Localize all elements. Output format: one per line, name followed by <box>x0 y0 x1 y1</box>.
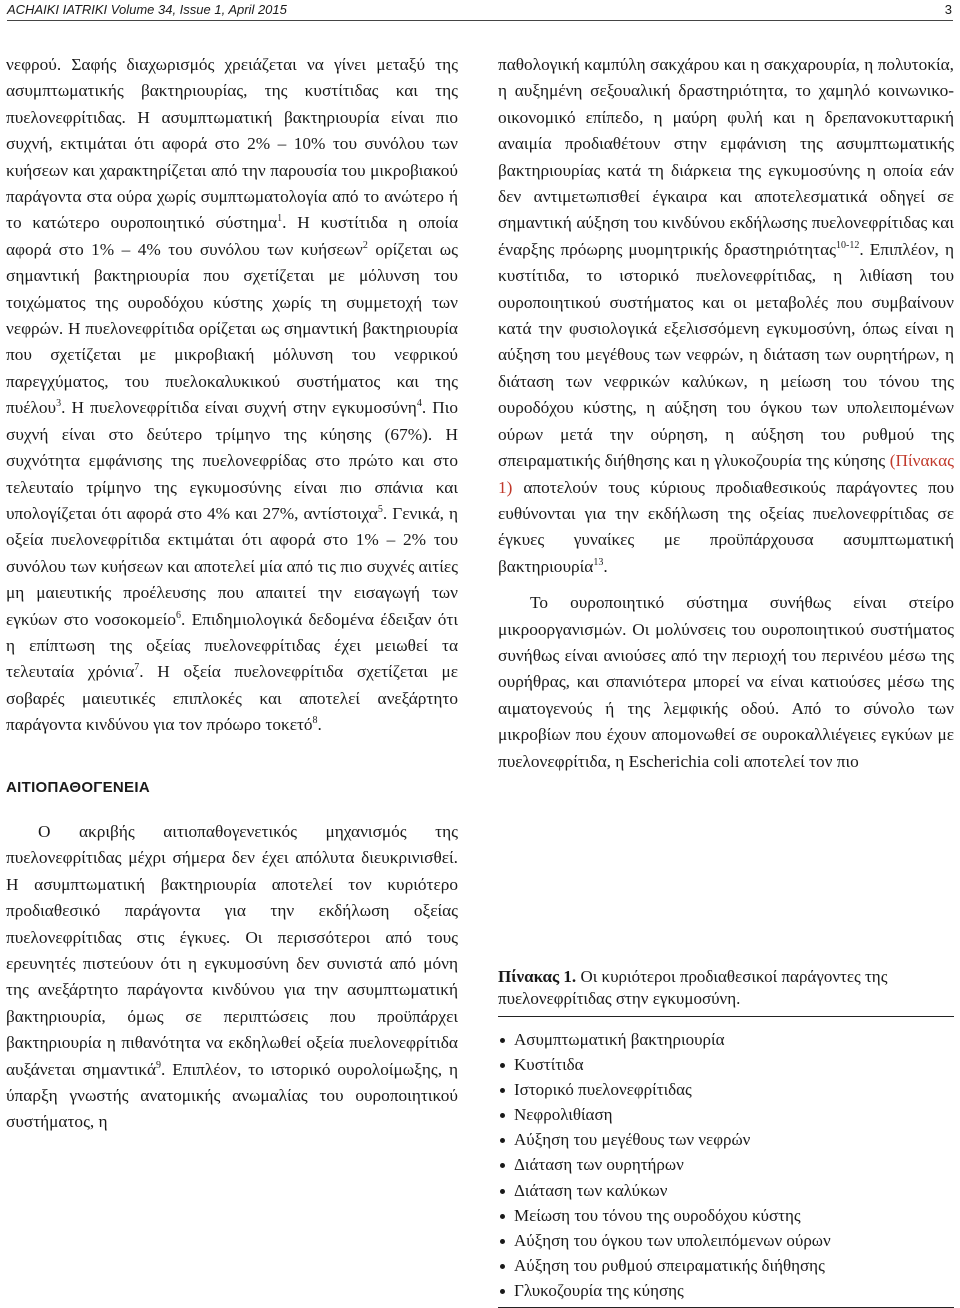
paragraph-definitions: νεφρού. Σαφής διαχωρισμός χρειάζεται να γίνει μεταξύ της ασυμπτωματικής βακτηριουρίας, της κυστίτιδας και της πυελονεφρίτιδας. Η ασυμπτωματική βακτηριουρία είναι πιο συχνή, εκτιμάται ότι αφορά στο 2% – 10% του συνόλου των κυήσεων και χαρακτηρίζεται από την παρουσία του μικροβιακού παράγοντα στα ούρα χωρίς συμπτωματολογία από το ανώτερο ή το κατώτερο ουροποιητικό σύστημα$^1$. Η κυστίτιδα η οποία αφορά στο 1% – 4% του συνόλου των κυήσεων$^2$ ορίζεται ως σημαντική βακτηριουρία που σχετίζεται με μόλυνση του τοιχώματος της ουροδόχου κύστης χωρίς τη συμμετοχή των νεφρών. Η πυελονεφρίτιδα ορίζεται ως σημαντική βακτηριουρία που σχετίζεται με μικροβιακή μόλυνση του νεφρικού παρεγχύματος, του πυελοκαλυκικού συστήματος και της πυέλου$^3$. Η πυελονεφρίτιδα είναι συχνή στην εγκυμοσύνη$^4$. Πιο συχνή είναι στο δεύτερο τρίμηνο της κύησης (67%). Η συχνότητα εμφάνισης της πυελονεφρίδας στο πρώτο και στο τελευταίο τρίμηνο της εγκυμοσύνης είναι πιο σπάνια και υπολογίζεται ότι αφορά στο 4% και 27%, αντίστοιχα$^5$. Γενικά, η οξεία πυελονεφρίτιδα εκτιμάται ότι αφορά στο 1% – 2% του συνόλου των κυήσεων και αποτελεί μία από τις πιο συχνές αιτίες μη μαιευτικής προέλευσης που απαιτεί την εισαγωγή των εγκύων στο νοσοκομείο$^6$. Επιδημιολογικά δεδομένα έδειξαν ότι η επίπτωση της οξείας πυελονεφρίτιδας έχει μειωθεί τα τελευταία χρόνια$^7$. Η οξεία πυελονεφρίτιδα σχετίζεται με σοβαρές μαιευτικές επιπλοκές και αποτελεί ανεξάρτητο παράγοντα κινδύνου για τον πρόωρο τοκετό$^8$. <box>6 55 459 735</box>
paragraph-etiopathogenesis: Ο ακριβής αιτιοπαθογενετικός μηχανισμός της πυελονεφρίτιδας μέχρι σήμερα δεν έχει απόλυτα διευκρινισθεί. Η ασυμπτωματική βακτηριουρία αποτελεί τον κυριότερο προδιαθεσικό παράγοντα για την εκδήλωση οξείας πυελονεφρίτιδας στις έγκυες. Οι περισσότεροι από τους ερευνητές πιστεύουν ότι η εγκυμοσύνη δεν συνιστά από μόνη της ανεξάρτητο παράγοντα κινδύνου για την ασυμπτωματική βακτηριουρία, όμως σε περιπτώσεις που προϋπάρχει βακτηριουρία η πιθανότητα να εκδηλωθεί οξεία πυελονεφρίτιδα αυξάνεται σημαντικά$^9$. Επιπλέον, το ιστορικό ουρολοίμωξης, η ύπαρξη γνωστής ανατομικής ανωμαλίας του ουροποιητικού συστήματος, η <box>6 821 458 1132</box>
table-1 <box>498 966 954 1308</box>
left-column <box>6 52 458 1136</box>
table-label: Πίνακας 1. <box>498 967 577 986</box>
citation[interactable]: 4 <box>416 398 422 410</box>
list-item: Γλυκοζουρία της κύησης <box>500 1278 954 1303</box>
section-heading: ΑΙΤΙΟΠΑΘΟΓΕΝΕΙΑ <box>6 778 150 796</box>
list-item: Νεφρολιθίαση <box>500 1102 954 1127</box>
table-reference-link[interactable]: (Πίνακας 1) <box>498 451 954 497</box>
header-rule <box>7 20 953 21</box>
running-title: ACHAIKI IATRIKI Volume 34, Issue 1, April 2015 <box>7 2 287 17</box>
paragraph-risk-factors: παθολογική καμπύλη σακχάρου και η σακχαρουρία, η πολυτοκία, η αυξημένη σεξουαλική δραστηριότητα, το χαμηλό κοινωνικο-οικονομικό επίπεδο, η μαύρη φυλή και η δρεπανοκυτταρική αναιμία προδιαθέτουν στην εμφάνιση της ασυμπτωματικής βακτηριουρίας κατά τη διάρκεια της εγκυμοσύνης η οποία εάν δεν αντιμετωπισθεί έγκαιρα και αποτελεσματικά οδηγεί σε σημαντική αύξηση του κινδύνου εκδήλωσης πυελονεφρίτιδας και έναρξης πρόωρης μυομητρικής δραστηριότητας$^{10-12}$. Επιπλέον, η κυστίτιδα, το ιστορικό πυελονεφρίτιδας, η λιθίαση του ουροποιητικού συστήματος και οι μεταβολές που συμβαίνουν κατά την φυσιολογικά εξελισσόμενη εγκυμοσύνη, όπως είναι η αύξηση του μεγέθους των νεφρών, η διάταση των ουρητήρων, η διάταση των νεφρικών καλύκων, η μείωση του τόνου της ουροδόχου κύστης, η αύξηση του όγκου των υπολειπομένων ούρων μετά την ούρηση, η αύξηση του ρυθμού της σπειραματικής διήθησης και η γλυκοζουρία της κύησης (Πίνακας 1) αποτελούν τους κύριους προδιαθεσικούς παράγοντες που ευθύνονται για την εκδήλωση της οξείας πυελονεφρίτιδας σε έγκυες γυναίκες με προϋπάρχουσα ασυμπτωματική βακτηριουρία$^{13}$. <box>498 55 954 576</box>
citation[interactable]: 3 <box>56 398 62 410</box>
citation[interactable]: 6 <box>175 609 181 621</box>
table-list <box>498 1017 954 1303</box>
page-header <box>0 0 960 22</box>
right-column <box>498 52 954 775</box>
list-item: Μείωση του τόνου της ουροδόχου κύστης <box>500 1203 954 1228</box>
citation[interactable]: 1 <box>277 213 283 225</box>
list-item: Κυστίτιδα <box>500 1052 954 1077</box>
table-caption: Πίνακας 1. Οι κυριότεροι προδιαθεσικοί παράγοντες της πυελονεφρίτιδας στην εγκυμοσύνη. <box>498 967 888 1008</box>
paragraph-microbiology: Το ουροποιητικό σύστημα συνήθως είναι στείρο μικροοργανισμών. Οι μολύνσεις του ουροποιητικού συστήματος συνήθως είναι ανιούσες από την περιοχή του περινέου μέσω της ουρήθρας, και σπανιότερα μπορεί να είναι κατιούσες μέσω της αιματογενούς ή της λεμφικής οδού. Από το σύνολο των μικροβίων που έχουν απομονωθεί σε ουροκαλλιέγειες εγκύων με πυελονεφρίτιδα, η Escherichia coli αποτελεί τον πιο <box>498 593 954 771</box>
list-item: Διάταση των ουρητήρων <box>500 1152 954 1177</box>
citation[interactable]: 5 <box>377 504 383 516</box>
citation[interactable]: 9 <box>156 1059 162 1071</box>
citation[interactable]: 2 <box>362 240 368 252</box>
list-item: Ασυμπτωματική βακτηριουρία <box>500 1027 954 1052</box>
list-item: Διάταση των καλύκων <box>500 1178 954 1203</box>
list-item: Αύξηση του όγκου των υπολειπόμενων ούρων <box>500 1228 954 1253</box>
list-item: Ιστορικό πυελονεφρίτιδας <box>500 1077 954 1102</box>
citation[interactable]: 8 <box>312 715 318 727</box>
list-item: Αύξηση του ρυθμού σπειραματικής διήθησης <box>500 1253 954 1278</box>
citation[interactable]: 10-12 <box>835 240 860 252</box>
citation[interactable]: 7 <box>134 662 140 674</box>
page-number: 3 <box>944 2 952 17</box>
list-item: Αύξηση του μεγέθους των νεφρών <box>500 1127 954 1152</box>
citation[interactable]: 13 <box>593 556 604 568</box>
